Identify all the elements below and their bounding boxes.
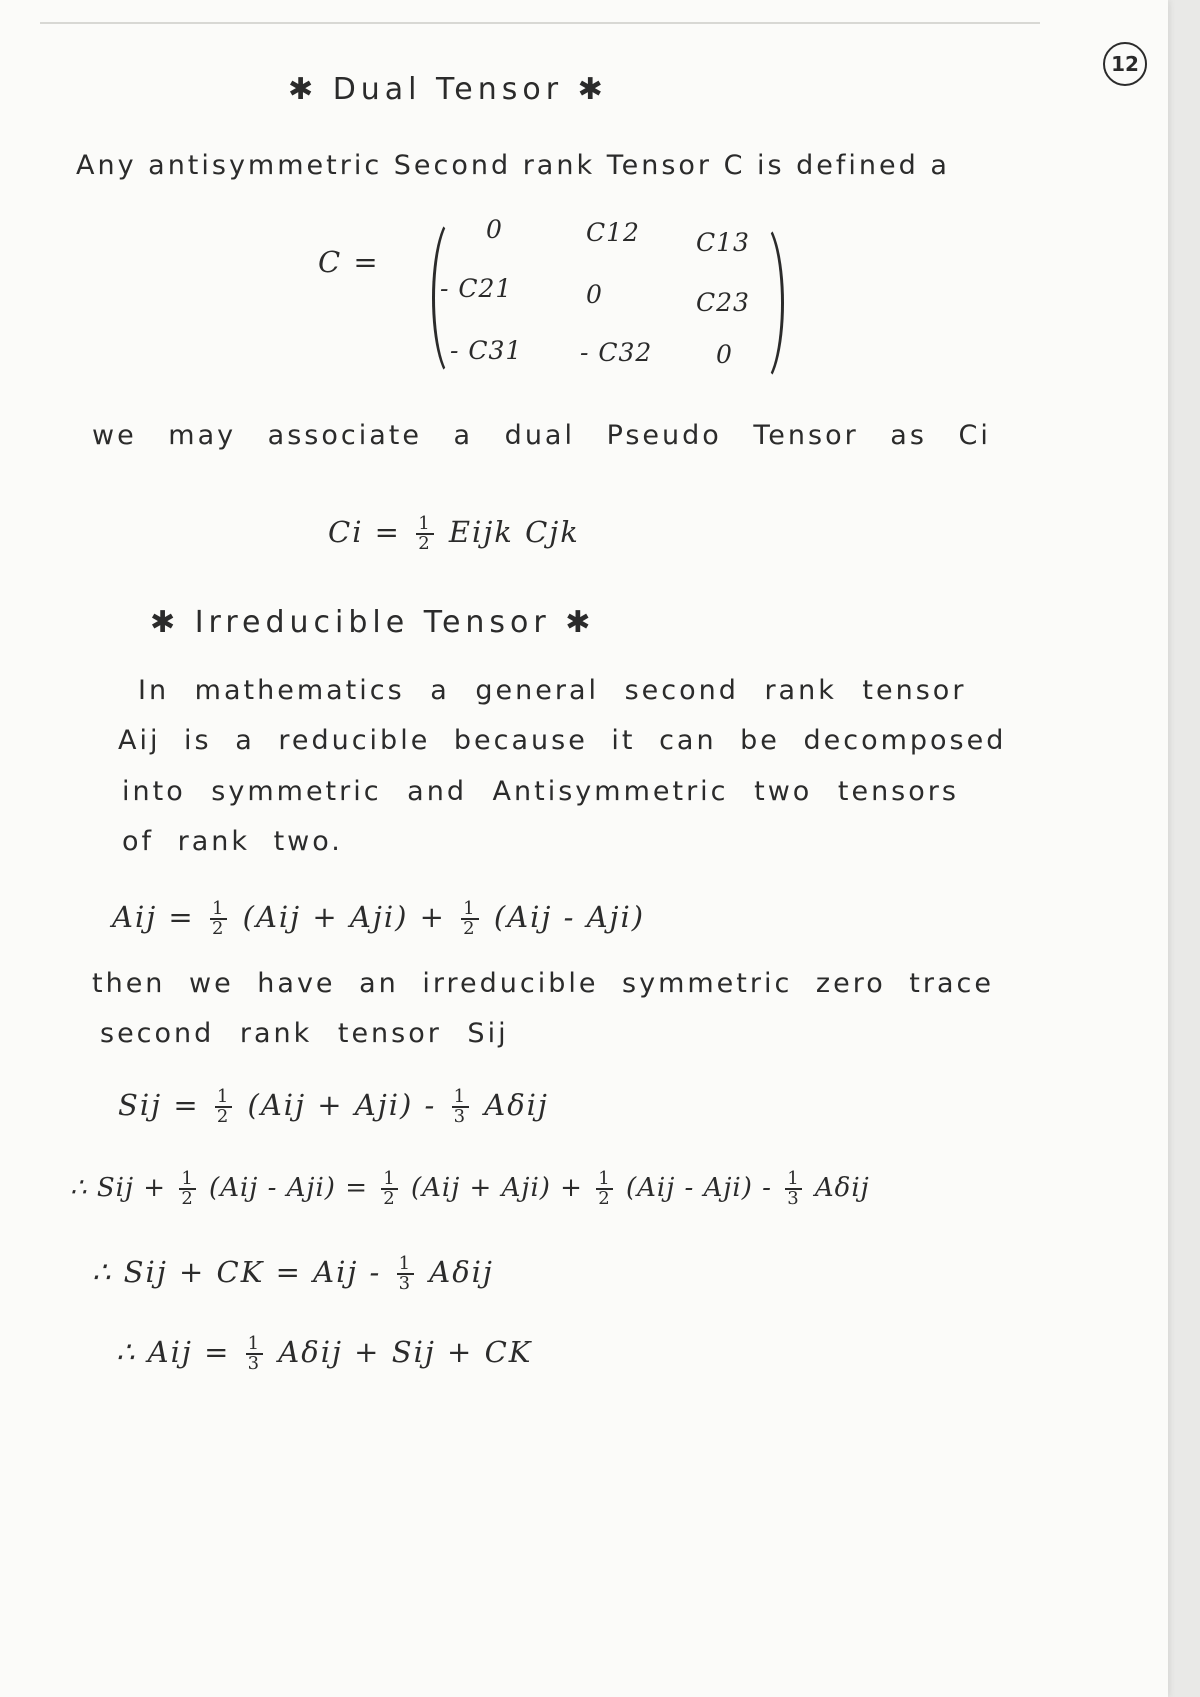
decomposition-formula: Aij = $\frac{1}{2}$ (Aij + Aji) + $\frac{1}{2}$ (Aij - Aji) xyxy=(112,898,646,939)
fraction: $\frac{1}{2}$ xyxy=(383,1168,396,1209)
matrix-cell: 0 xyxy=(716,340,733,369)
star-icon: ✱ xyxy=(288,72,319,107)
fraction: $\frac{1}{3}$ xyxy=(787,1168,800,1209)
fraction: $\frac{1}{2}$ xyxy=(463,898,477,939)
fraction: $\frac{1}{2}$ xyxy=(418,513,432,554)
fraction: $\frac{1}{2}$ xyxy=(598,1168,611,1209)
matrix-cell: - C21 xyxy=(440,274,513,303)
therefore-icon: ∴ xyxy=(70,1173,88,1203)
therefore-line-3: ∴ Aij = $\frac{1}{3}$ Aδij + Sij + CK xyxy=(116,1333,533,1374)
matrix-label: C = xyxy=(318,245,380,279)
paragraph-line: Aij is a reducible because it can be decomposed xyxy=(118,725,1007,756)
fraction: $\frac{1}{2}$ xyxy=(216,1086,231,1127)
page-number: 12 xyxy=(1103,42,1147,86)
fraction: $\frac{1}{2}$ xyxy=(211,898,226,939)
matrix-cell: - C31 xyxy=(450,336,523,365)
top-ruled-line xyxy=(40,22,1040,24)
heading-dual-tensor: ✱ Dual Tensor ✱ xyxy=(288,72,608,107)
therefore-line-2: ∴ Sij + CK = Aij - $\frac{1}{3}$ Aδij xyxy=(92,1253,494,1294)
sij-formula: Sij = $\frac{1}{2}$ (Aij + Aji) - $\frac{1}{3}$ Aδij xyxy=(118,1086,549,1127)
heading-irreducible-tensor: ✱ Irreducible Tensor ✱ xyxy=(150,605,596,640)
star-icon: ✱ xyxy=(150,605,181,640)
fraction: $\frac{1}{3}$ xyxy=(453,1086,468,1127)
star-icon: ✱ xyxy=(565,605,596,640)
associate-text: we may associate a dual Pseudo Tensor as Ci xyxy=(92,420,991,451)
fraction: $\frac{1}{3}$ xyxy=(398,1253,413,1294)
matrix-cell: 0 xyxy=(486,215,503,244)
star-icon: ✱ xyxy=(577,72,608,107)
therefore-line-1: ∴ Sij + $\frac{1}{2}$ (Aij - Aji) = $\frac{1}{2}$ (Aij + Aji) + $\frac{1}{2}$ (Aij - Aji) - $\frac{1}{3}$ Aδij xyxy=(70,1168,870,1209)
dual-formula: Ci = $\frac{1}{2}$ Eijk Cjk xyxy=(328,513,580,554)
matrix-cell: C12 xyxy=(586,218,640,247)
fraction: $\frac{1}{2}$ xyxy=(181,1168,194,1209)
paragraph-line: into symmetric and Antisymmetric two tensors xyxy=(122,776,959,807)
paragraph-line: In mathematics a general second rank tensor xyxy=(138,675,967,706)
then-line: then we have an irreducible symmetric zero trace xyxy=(92,968,994,999)
intro-text: Any antisymmetric Second rank Tensor C is defined a xyxy=(76,150,950,181)
matrix-cell: - C32 xyxy=(580,338,653,367)
therefore-icon: ∴ xyxy=(116,1335,137,1369)
fraction: $\frac{1}{3}$ xyxy=(247,1333,262,1374)
paragraph-line: of rank two. xyxy=(122,826,343,857)
then-line: second rank tensor Sij xyxy=(100,1018,509,1049)
matrix-cell: 0 xyxy=(586,280,603,309)
therefore-icon: ∴ xyxy=(92,1255,113,1289)
matrix-cell: C23 xyxy=(696,288,750,317)
matrix-cell: C13 xyxy=(696,228,750,257)
